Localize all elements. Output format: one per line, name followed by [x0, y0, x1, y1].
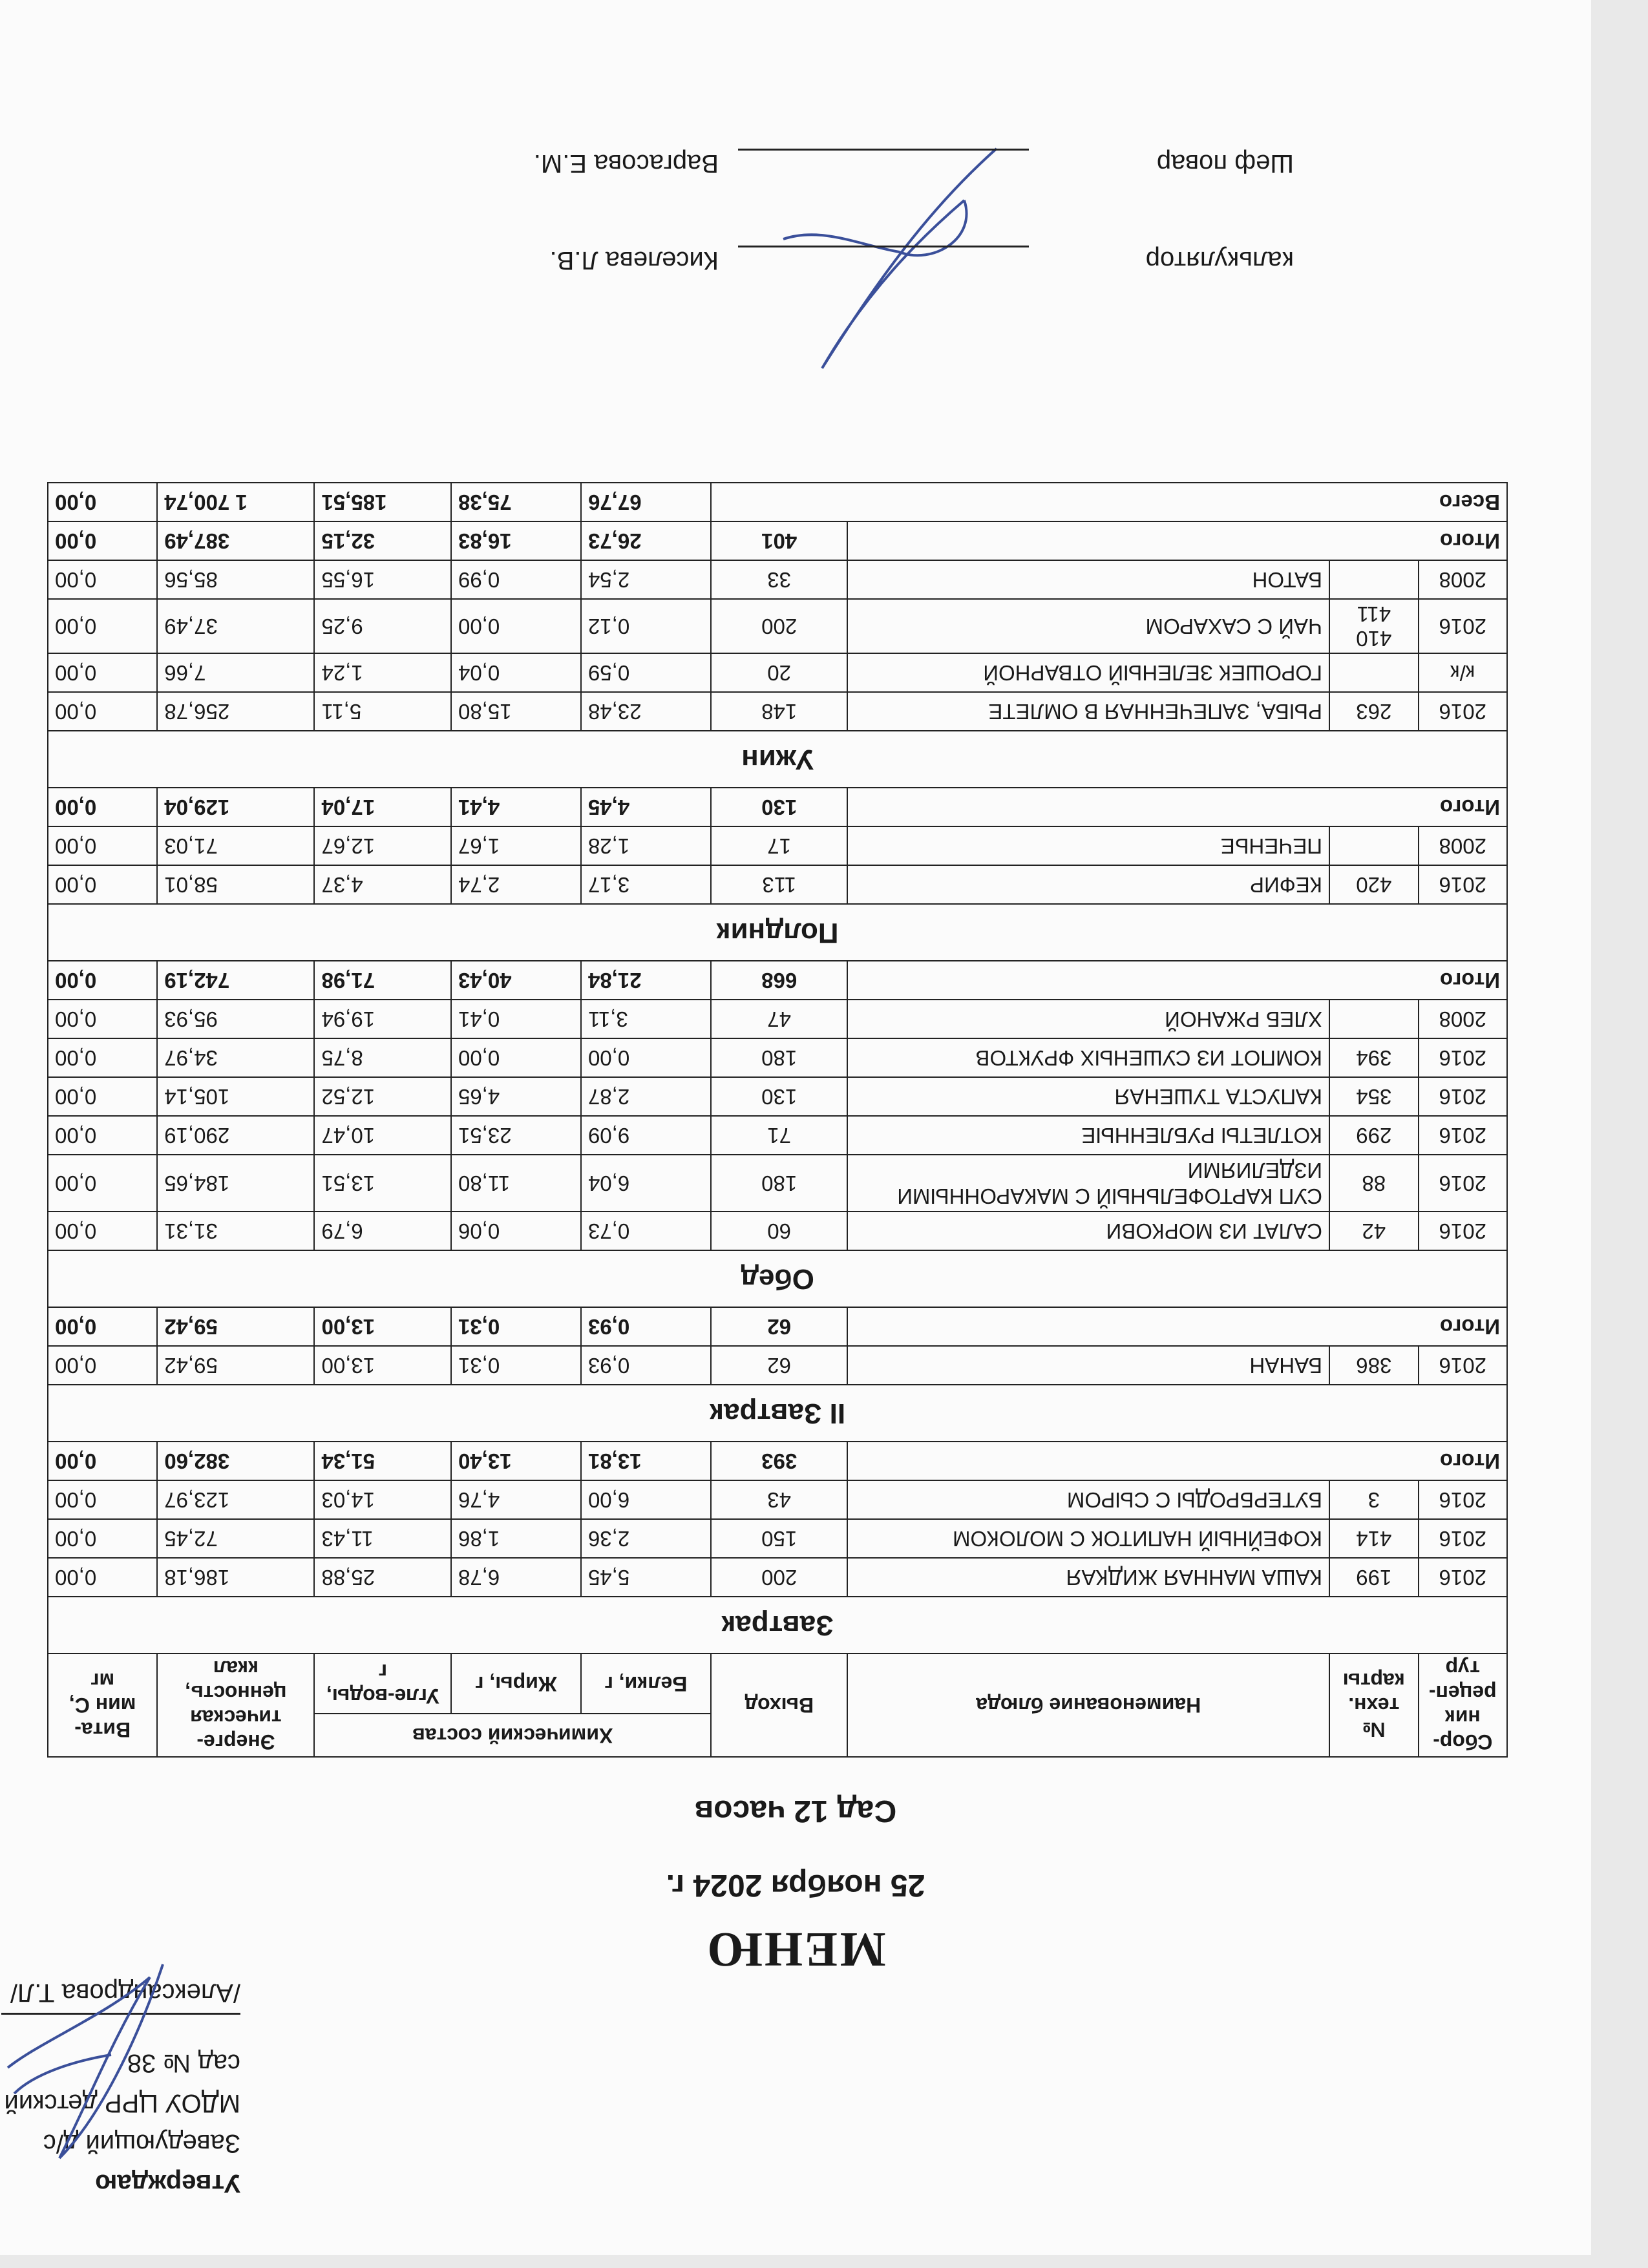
- fat-cell: 0,99: [451, 560, 581, 599]
- header-carbs: Угле-воды, г: [315, 1654, 452, 1714]
- fat-cell: 4,65: [451, 1077, 581, 1116]
- protein-cell: 3,11: [581, 1000, 711, 1038]
- section-title: Обед: [48, 1250, 1507, 1307]
- total-carbs: 13,00: [315, 1307, 452, 1346]
- menu-date: 25 ноября 2024 г.: [666, 1868, 925, 1902]
- dish-cell: ГОРОШЕК ЗЕЛЕНЫЙ ОТВАРНОЙ: [847, 653, 1329, 692]
- protein-cell: 6,04: [581, 1155, 711, 1212]
- header-collection: Сбор-ник рецеп-тур: [1419, 1654, 1507, 1757]
- total-protein: 13,81: [581, 1442, 711, 1480]
- chef-name: Варгасова Е.М.: [533, 149, 719, 178]
- section-row: [48, 1597, 1507, 1654]
- fat-cell: 23,51: [451, 1116, 581, 1155]
- calculator-role: калькулятор: [1145, 246, 1294, 275]
- collection-cell: 2016: [1419, 1346, 1507, 1385]
- collection-cell: 2016: [1419, 865, 1507, 904]
- table-row: [48, 1346, 1507, 1385]
- total-energy: 382,60: [157, 1442, 314, 1480]
- dish-cell: СУП КАРТОФЕЛЬНЫЙ С МАКАРОННЫМИ ИЗДЕЛИЯМИ: [847, 1155, 1329, 1212]
- energy-cell: 59,42: [157, 1346, 314, 1385]
- dish-cell: БУТЕРБРОДЫ С СЫРОМ: [847, 1480, 1329, 1519]
- header-energy: Энерге-тическая ценность, ккал: [157, 1654, 314, 1757]
- carbs-cell: 12,52: [315, 1077, 452, 1116]
- grand-total-fat: 75,38: [451, 483, 581, 521]
- protein-cell: 2,36: [581, 1519, 711, 1558]
- energy-cell: 31,31: [157, 1212, 314, 1250]
- table-row: [48, 1116, 1507, 1155]
- table-row: [48, 653, 1507, 692]
- vitamin-cell: 0,00: [48, 560, 157, 599]
- card-cell: [1329, 653, 1418, 692]
- collection-cell: 2016: [1419, 1212, 1507, 1250]
- header-yield: Выход: [711, 1654, 848, 1757]
- collection-cell: 2008: [1419, 560, 1507, 599]
- total-energy: 59,42: [157, 1307, 314, 1346]
- energy-cell: 290,19: [157, 1116, 314, 1155]
- fat-cell: 15,80: [451, 692, 581, 731]
- total-row: [48, 1442, 1507, 1480]
- header-chem: Химический состав: [315, 1714, 711, 1757]
- card-cell: 88: [1329, 1155, 1418, 1212]
- total-carbs: 71,98: [315, 961, 452, 1000]
- total-fat: 40,43: [451, 961, 581, 1000]
- approval-title: Утверждаю: [95, 2169, 240, 2198]
- protein-cell: 2,87: [581, 1077, 711, 1116]
- total-energy: 742,19: [157, 961, 314, 1000]
- total-vitamin: 0,00: [48, 961, 157, 1000]
- fat-cell: 0,00: [451, 1038, 581, 1077]
- vitamin-cell: 0,00: [48, 1000, 157, 1038]
- section-title: Завтрак: [48, 1597, 1507, 1654]
- carbs-cell: 25,88: [315, 1558, 452, 1597]
- vitamin-cell: 0,00: [48, 599, 157, 653]
- protein-cell: 0,93: [581, 1346, 711, 1385]
- total-label: Итого: [847, 788, 1507, 826]
- total-vitamin: 0,00: [48, 1442, 157, 1480]
- dish-cell: КЕФИР: [847, 865, 1329, 904]
- section-row: [48, 731, 1507, 788]
- vitamin-cell: 0,00: [48, 1346, 157, 1385]
- vitamin-cell: 0,00: [48, 1116, 157, 1155]
- energy-cell: 34,97: [157, 1038, 314, 1077]
- calculator-sign-line: [738, 246, 1029, 273]
- energy-cell: 95,93: [157, 1000, 314, 1038]
- energy-cell: 186,18: [157, 1558, 314, 1597]
- section-row: [48, 1250, 1507, 1307]
- total-row: [48, 1307, 1507, 1346]
- calculator-row: [534, 246, 1294, 284]
- protein-cell: 2,54: [581, 560, 711, 599]
- dish-cell: КОТЛЕТЫ РУБЛЕННЫЕ: [847, 1116, 1329, 1155]
- table-row: [48, 1155, 1507, 1212]
- grand-total-carbs: 185,51: [315, 483, 452, 521]
- chef-sign-line: [738, 149, 1029, 176]
- calculator-name: Киселева Л.В.: [549, 246, 719, 275]
- fat-cell: 4,76: [451, 1480, 581, 1519]
- director-signature: [0, 1951, 189, 2171]
- table-row: [48, 1480, 1507, 1519]
- card-cell: [1329, 826, 1418, 865]
- card-cell: 386: [1329, 1346, 1418, 1385]
- fat-cell: 0,04: [451, 653, 581, 692]
- card-cell: 394: [1329, 1038, 1418, 1077]
- table-row: [48, 692, 1507, 731]
- carbs-cell: 9,25: [315, 599, 452, 653]
- menu-subtitle: Сад 12 часов: [694, 1794, 897, 1828]
- total-protein: 4,45: [581, 788, 711, 826]
- total-row: [48, 788, 1507, 826]
- carbs-cell: 10,47: [315, 1116, 452, 1155]
- total-yield: 393: [711, 1442, 848, 1480]
- header-card: № техн. карты: [1329, 1654, 1418, 1757]
- table-row: [48, 1038, 1507, 1077]
- fat-cell: 6,78: [451, 1558, 581, 1597]
- energy-cell: 58,01: [157, 865, 314, 904]
- yield-cell: 33: [711, 560, 848, 599]
- protein-cell: 0,12: [581, 599, 711, 653]
- header-protein: Белки, г: [581, 1654, 711, 1714]
- section-row: [48, 1385, 1507, 1442]
- header-dish: Наименование блюда: [847, 1654, 1329, 1757]
- protein-cell: 9,09: [581, 1116, 711, 1155]
- collection-cell: 2008: [1419, 1000, 1507, 1038]
- total-protein: 0,93: [581, 1307, 711, 1346]
- dish-cell: РЫБА, ЗАПЕЧЕННАЯ В ОМЛЕТЕ: [847, 692, 1329, 731]
- vitamin-cell: 0,00: [48, 1480, 157, 1519]
- card-cell: 299: [1329, 1116, 1418, 1155]
- vitamin-cell: 0,00: [48, 653, 157, 692]
- card-cell: 3: [1329, 1480, 1418, 1519]
- total-protein: 21,84: [581, 961, 711, 1000]
- collection-cell: 2016: [1419, 1519, 1507, 1558]
- total-row: [48, 961, 1507, 1000]
- menu-table: [47, 482, 1508, 1758]
- table-row: [48, 1558, 1507, 1597]
- card-cell: 42: [1329, 1212, 1418, 1250]
- menu-body: [48, 483, 1507, 1654]
- yield-cell: 150: [711, 1519, 848, 1558]
- collection-cell: 2008: [1419, 826, 1507, 865]
- header-vitamin: Вита-мин С, мг: [48, 1654, 157, 1757]
- total-fat: 13,40: [451, 1442, 581, 1480]
- table-row: [48, 599, 1507, 653]
- fat-cell: 1,86: [451, 1519, 581, 1558]
- total-protein: 26,73: [581, 521, 711, 560]
- total-vitamin: 0,00: [48, 788, 157, 826]
- header-row: [48, 1714, 1507, 1757]
- protein-cell: 3,17: [581, 865, 711, 904]
- carbs-cell: 16,55: [315, 560, 452, 599]
- carbs-cell: 12,67: [315, 826, 452, 865]
- approval-organization: МДОУ ЦРР детский сад № 38: [4, 2049, 240, 2117]
- dish-cell: БАНАН: [847, 1346, 1329, 1385]
- yield-cell: 71: [711, 1116, 848, 1155]
- section-row: [48, 904, 1507, 961]
- yield-cell: 130: [711, 1077, 848, 1116]
- fat-cell: 0,41: [451, 1000, 581, 1038]
- table-row: [48, 1519, 1507, 1558]
- fat-cell: 1,67: [451, 826, 581, 865]
- total-fat: 4,41: [451, 788, 581, 826]
- total-label: Итого: [847, 1307, 1507, 1346]
- collection-cell: к/к: [1419, 653, 1507, 692]
- card-cell: 354: [1329, 1077, 1418, 1116]
- protein-cell: 23,48: [581, 692, 711, 731]
- protein-cell: 0,59: [581, 653, 711, 692]
- fat-cell: 0,00: [451, 599, 581, 653]
- section-title: Ужин: [48, 731, 1507, 788]
- fat-cell: 2,74: [451, 865, 581, 904]
- total-label: Итого: [847, 961, 1507, 1000]
- yield-cell: 200: [711, 599, 848, 653]
- collection-cell: 2016: [1419, 1116, 1507, 1155]
- table-row: [48, 1077, 1507, 1116]
- energy-cell: 72,45: [157, 1519, 314, 1558]
- total-label: Итого: [847, 1442, 1507, 1480]
- collection-cell: 2016: [1419, 1077, 1507, 1116]
- dish-cell: КАША МАННАЯ ЖИДКАЯ: [847, 1558, 1329, 1597]
- dish-cell: КАПУСТА ТУШЕНАЯ: [847, 1077, 1329, 1116]
- yield-cell: 43: [711, 1480, 848, 1519]
- total-energy: 387,49: [157, 521, 314, 560]
- yield-cell: 113: [711, 865, 848, 904]
- menu-title: МЕНЮ: [705, 1922, 886, 1977]
- collection-cell: 2016: [1419, 1155, 1507, 1212]
- carbs-cell: 13,51: [315, 1155, 452, 1212]
- card-cell: 410 411: [1329, 599, 1418, 653]
- yield-cell: 60: [711, 1212, 848, 1250]
- yield-cell: 180: [711, 1155, 848, 1212]
- energy-cell: 37,49: [157, 599, 314, 653]
- vitamin-cell: 0,00: [48, 865, 157, 904]
- protein-cell: 5,45: [581, 1558, 711, 1597]
- fat-cell: 11,80: [451, 1155, 581, 1212]
- vitamin-cell: 0,00: [48, 1077, 157, 1116]
- fat-cell: 0,06: [451, 1212, 581, 1250]
- collection-cell: 2016: [1419, 1558, 1507, 1597]
- carbs-cell: 4,37: [315, 865, 452, 904]
- yield-cell: 200: [711, 1558, 848, 1597]
- table-row: [48, 560, 1507, 599]
- protein-cell: 6,00: [581, 1480, 711, 1519]
- card-cell: [1329, 560, 1418, 599]
- total-carbs: 17,04: [315, 788, 452, 826]
- protein-cell: 1,28: [581, 826, 711, 865]
- yield-cell: 148: [711, 692, 848, 731]
- table-row: [48, 826, 1507, 865]
- yield-cell: 17: [711, 826, 848, 865]
- collection-cell: 2016: [1419, 692, 1507, 731]
- vitamin-cell: 0,00: [48, 692, 157, 731]
- card-cell: 263: [1329, 692, 1418, 731]
- vitamin-cell: 0,00: [48, 1212, 157, 1250]
- section-title: II Завтрак: [48, 1385, 1507, 1442]
- yield-cell: 20: [711, 653, 848, 692]
- vitamin-cell: 0,00: [48, 826, 157, 865]
- energy-cell: 85,56: [157, 560, 314, 599]
- table-row: [48, 1212, 1507, 1250]
- collection-cell: 2016: [1419, 1038, 1507, 1077]
- header-fat: Жиры, г: [451, 1654, 581, 1714]
- total-vitamin: 0,00: [48, 521, 157, 560]
- dish-cell: ХЛЕБ РЖАНОЙ: [847, 1000, 1329, 1038]
- card-cell: 414: [1329, 1519, 1418, 1558]
- total-yield: 62: [711, 1307, 848, 1346]
- carbs-cell: 8,75: [315, 1038, 452, 1077]
- dish-cell: КОФЕЙНЫЙ НАПИТОК С МОЛОКОМ: [847, 1519, 1329, 1558]
- protein-cell: 0,00: [581, 1038, 711, 1077]
- total-yield: 668: [711, 961, 848, 1000]
- energy-cell: 105,14: [157, 1077, 314, 1116]
- total-yield: 130: [711, 788, 848, 826]
- energy-cell: 71,03: [157, 826, 314, 865]
- total-fat: 16,83: [451, 521, 581, 560]
- vitamin-cell: 0,00: [48, 1038, 157, 1077]
- chef-role: Шеф повар: [1156, 149, 1294, 178]
- carbs-cell: 11,43: [315, 1519, 452, 1558]
- section-title: Полдник: [48, 904, 1507, 961]
- carbs-cell: 5,11: [315, 692, 452, 731]
- vitamin-cell: 0,00: [48, 1519, 157, 1558]
- grand-total-row: [48, 483, 1507, 521]
- total-row: [48, 521, 1507, 560]
- total-label: Итого: [847, 521, 1507, 560]
- collection-cell: 2016: [1419, 599, 1507, 653]
- grand-total-label: Всего: [711, 483, 1507, 521]
- yield-cell: 180: [711, 1038, 848, 1077]
- energy-cell: 7,66: [157, 653, 314, 692]
- total-energy: 129,04: [157, 788, 314, 826]
- card-cell: [1329, 1000, 1418, 1038]
- dish-cell: САЛАТ ИЗ МОРКОВИ: [847, 1212, 1329, 1250]
- total-fat: 0,31: [451, 1307, 581, 1346]
- card-cell: 199: [1329, 1558, 1418, 1597]
- total-carbs: 32,15: [315, 521, 452, 560]
- dish-cell: ЧАЙ С САХАРОМ: [847, 599, 1329, 653]
- fat-cell: 0,31: [451, 1346, 581, 1385]
- footer-signatures: [534, 90, 1294, 284]
- carbs-cell: 1,24: [315, 653, 452, 692]
- protein-cell: 0,73: [581, 1212, 711, 1250]
- collection-cell: 2016: [1419, 1480, 1507, 1519]
- total-yield: 401: [711, 521, 848, 560]
- dish-cell: КОМПОТ ИЗ СУШЕНЫХ ФРУКТОВ: [847, 1038, 1329, 1077]
- table-row: [48, 1000, 1507, 1038]
- carbs-cell: 14,03: [315, 1480, 452, 1519]
- approval-position: Заведующий д/с: [43, 2129, 240, 2158]
- total-vitamin: 0,00: [48, 1307, 157, 1346]
- dish-cell: БАТОН: [847, 560, 1329, 599]
- approval-signer: /Александрова Т.Л/: [10, 1979, 240, 2007]
- carbs-cell: 19,94: [315, 1000, 452, 1038]
- grand-total-energy: 1 700,74: [157, 483, 314, 521]
- grand-total-vitamin: 0,00: [48, 483, 157, 521]
- energy-cell: 184,65: [157, 1155, 314, 1212]
- card-cell: 420: [1329, 865, 1418, 904]
- total-carbs: 51,34: [315, 1442, 452, 1480]
- dish-cell: ПЕЧЕНЬЕ: [847, 826, 1329, 865]
- carbs-cell: 6,79: [315, 1212, 452, 1250]
- energy-cell: 256,78: [157, 692, 314, 731]
- chef-row: [534, 149, 1294, 187]
- grand-total-protein: 67,76: [581, 483, 711, 521]
- yield-cell: 47: [711, 1000, 848, 1038]
- yield-cell: 62: [711, 1346, 848, 1385]
- vitamin-cell: 0,00: [48, 1558, 157, 1597]
- vitamin-cell: 0,00: [48, 1155, 157, 1212]
- table-row: [48, 865, 1507, 904]
- carbs-cell: 13,00: [315, 1346, 452, 1385]
- energy-cell: 123,97: [157, 1480, 314, 1519]
